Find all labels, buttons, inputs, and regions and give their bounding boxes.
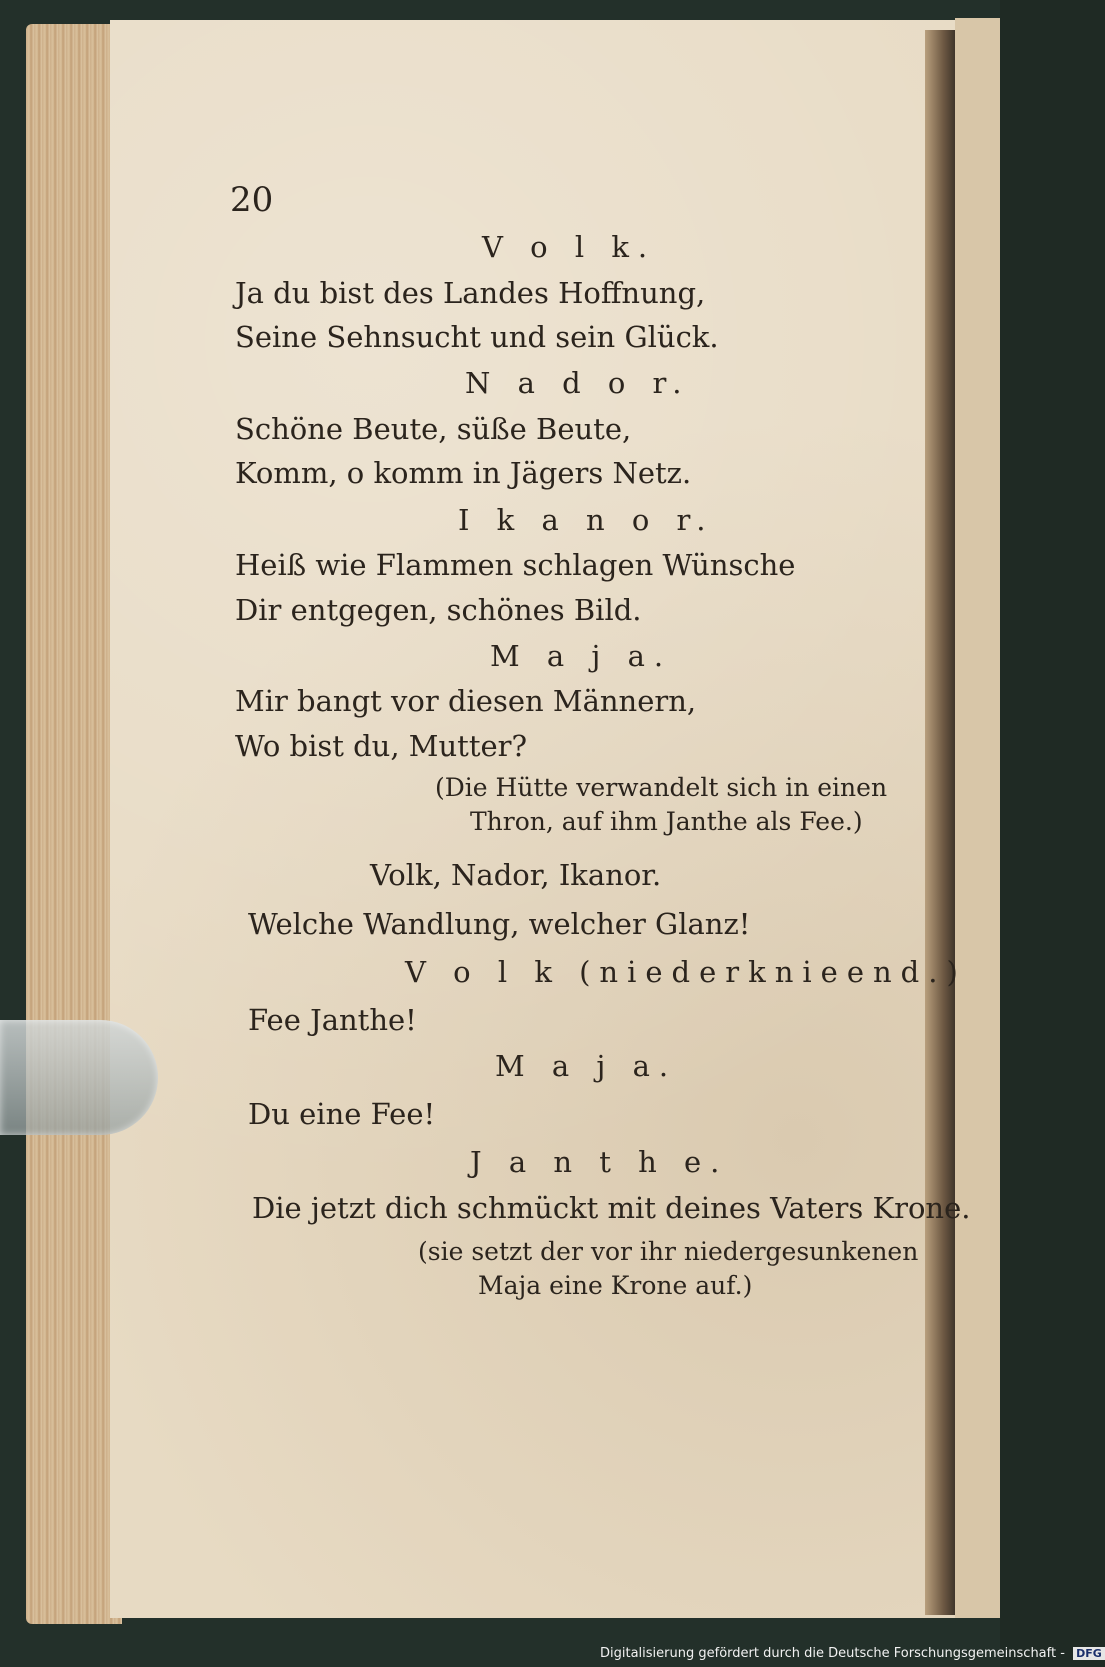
speaker-name: V o l k (niederknieend.) (405, 955, 967, 989)
verse-line: Dir entgegen, schönes Bild. (235, 593, 642, 627)
page-number: 20 (230, 180, 274, 220)
speaker-name: M a j a. (495, 1049, 678, 1083)
speaker-name: M a j a. (490, 639, 673, 673)
verse-line: Komm, o komm in Jägers Netz. (235, 456, 692, 490)
speaker-name: Volk, Nador, Ikanor. (370, 858, 662, 892)
verse-line: Mir bangt vor diesen Männern, (235, 684, 697, 718)
speaker-name: J a n t h e. (470, 1145, 729, 1179)
verse-line: Wo bist du, Mutter? (235, 729, 528, 763)
speaker-name: V o l k. (482, 230, 657, 264)
verse-line: Fee Janthe! (248, 1003, 417, 1037)
speaker-name: I k a n o r. (458, 503, 715, 537)
verse-line: Du eine Fee! (248, 1097, 436, 1131)
verse-line: Welche Wandlung, welcher Glanz! (248, 907, 751, 941)
speaker-name: N a d o r. (465, 366, 691, 400)
verse-line: Ja du bist des Landes Hoffnung, (235, 276, 706, 310)
verse-line: Schöne Beute, süße Beute, (235, 412, 632, 446)
stage-direction: (Die Hütte verwandelt sich in einen (435, 773, 888, 802)
digitization-credit (600, 1646, 1105, 1661)
stage-direction: Thron, auf ihm Janthe als Fee.) (470, 807, 863, 836)
verse-line: Die jetzt dich schmückt mit deines Vaters Krone. (252, 1191, 971, 1225)
credit-text: Digitalisierung gefördert durch die Deutsche Forschungsgemeinschaft - (600, 1646, 1065, 1661)
verse-line: Seine Sehnsucht und sein Glück. (235, 320, 719, 354)
verse-line: Heiß wie Flammen schlagen Wünsche (235, 548, 796, 582)
stage-direction: (sie setzt der vor ihr niedergesunkenen (418, 1237, 919, 1266)
dfg-logo: DFG (1073, 1647, 1105, 1660)
stage-direction: Maja eine Krone auf.) (478, 1271, 753, 1300)
